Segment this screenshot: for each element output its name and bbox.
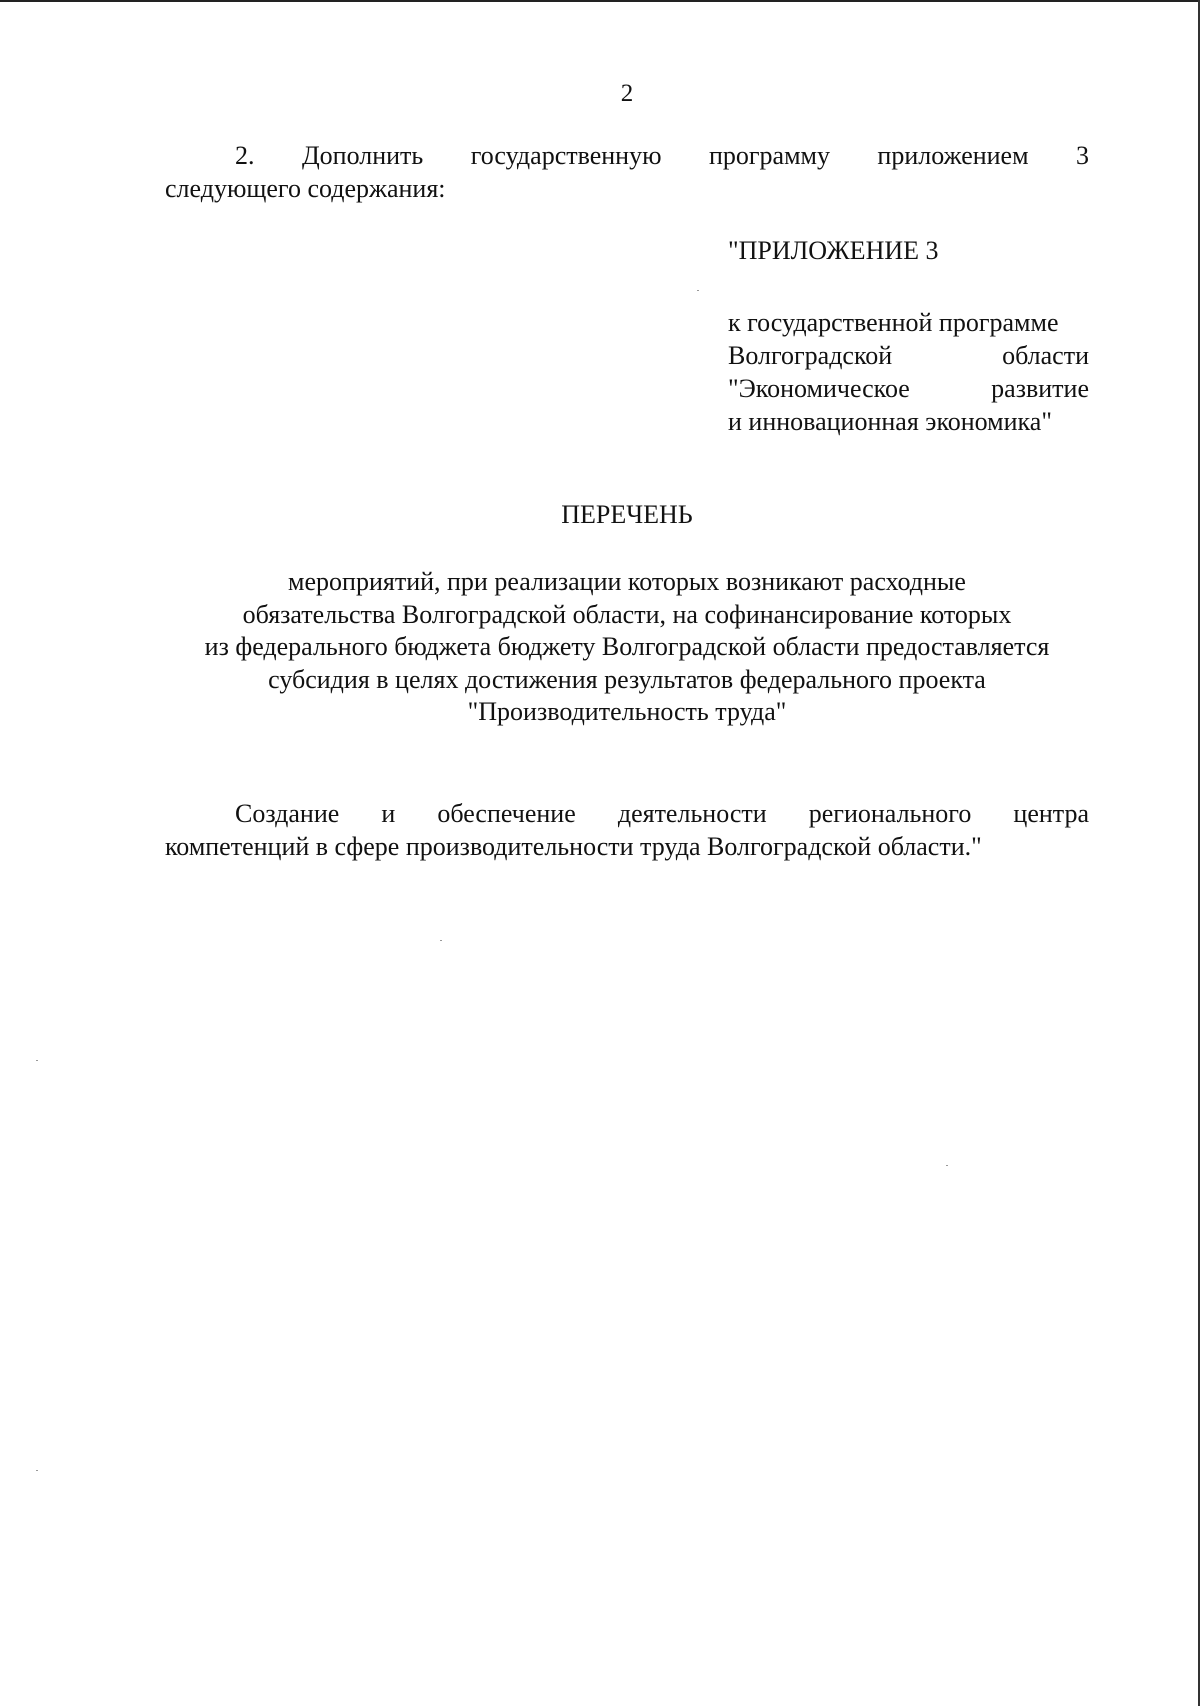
scan-speck <box>440 940 442 941</box>
amendment-line-1: 2. Дополнить государственную программу приложением 3 <box>235 141 1089 170</box>
scan-border-top <box>0 0 1200 2</box>
measure-paragraph <box>165 797 1089 863</box>
scan-speck <box>697 290 699 291</box>
amendment-paragraph <box>165 139 1089 205</box>
measure-line-2: компетенций в сфере производительности труда Волгоградской области." <box>165 832 982 861</box>
list-subtitle-line: мероприятий, при реализации которых возникают расходные <box>288 567 966 596</box>
list-subtitle-line: "Производительность труда" <box>467 697 787 726</box>
appendix-note-line: и инновационная экономика" <box>728 407 1052 436</box>
appendix-note-line: к государственной программе <box>728 308 1059 337</box>
list-title: ПЕРЕЧЕНЬ <box>561 500 693 529</box>
page-number: 2 <box>620 80 634 107</box>
list-subtitle-line: субсидия в целях достижения результатов федерального проекта <box>268 664 986 694</box>
list-subtitle-line: из федерального бюджета бюджету Волгоградской области предоставляется <box>204 632 1050 661</box>
measure-line-1: Создание и обеспечение деятельности регионального центра <box>235 799 1089 828</box>
appendix-note <box>728 306 1089 438</box>
appendix-note-line: Волгоградской области <box>728 341 1089 370</box>
list-subtitle <box>150 566 1104 729</box>
amendment-line-2: следующего содержания: <box>165 174 446 203</box>
appendix-note-line: "Экономическое развитие <box>728 374 1089 403</box>
list-subtitle-line: обязательства Волгоградской области, на софинансирование которых <box>242 599 1012 629</box>
appendix-title: "ПРИЛОЖЕНИЕ 3 <box>728 236 939 265</box>
scan-speck <box>36 1470 38 1471</box>
scan-speck <box>946 1165 948 1166</box>
scan-speck <box>36 1060 38 1061</box>
